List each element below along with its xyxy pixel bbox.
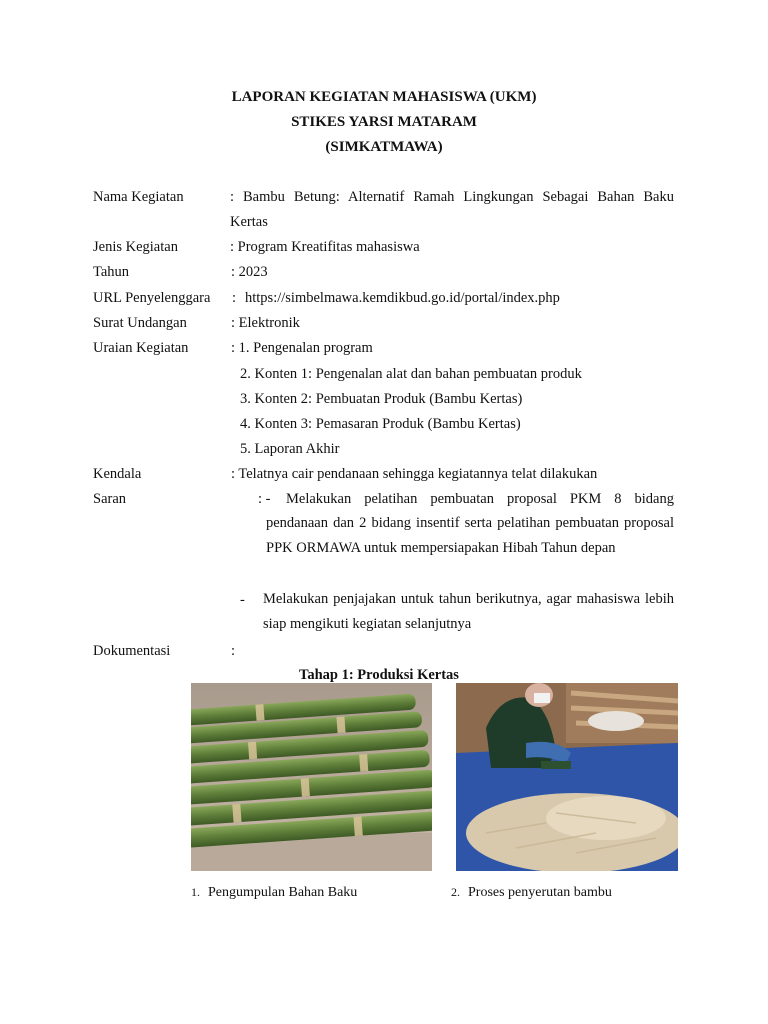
caption-2-text: Proses penyerutan bambu (468, 885, 612, 900)
label-saran: Saran (93, 491, 127, 507)
value-nama-kegiatan-cont: Kertas (230, 214, 268, 230)
uraian-item-4: 4. Konten 3: Pemasaran Produk (Bambu Kertas) (240, 416, 521, 432)
value-url-penyelenggara: https://simbelmawa.kemdikbud.go.id/portal/index.php (245, 290, 560, 306)
saran-item-2: Melakukan penjajakan untuk tahun berikutnya, agar mahasiswa lebih siap mengikuti kegiatan selanjutnya (263, 591, 674, 633)
colon-url: : (232, 290, 237, 306)
caption-2-number: 2. (451, 885, 460, 899)
value-jenis-kegiatan: : Program Kreatifitas mahasiswa (230, 239, 420, 255)
uraian-item-5: 5. Laporan Akhir (240, 441, 340, 457)
value-nama-kegiatan: Bambu Betung: Alternatif Ramah Lingkungan Sebagai Bahan Baku (243, 189, 674, 205)
caption-2 (451, 883, 612, 902)
photo-bamboo-stack (191, 683, 432, 871)
label-url-penyelenggara: URL Penyelenggara (93, 290, 211, 306)
saran-item-1-rest: pendanaan dan 2 bidang insentif serta pelatihan pembuatan proposal PPK ORMAWA untuk mempersiapakan Hibah Tahun depan (266, 515, 674, 557)
label-surat-undangan: Surat Undangan (93, 315, 187, 331)
label-uraian-kegiatan: Uraian Kegiatan (93, 340, 189, 356)
colon-nama-kegiatan: : (230, 189, 235, 205)
uraian-item-2: 2. Konten 1: Pengenalan alat dan bahan pembuatan produk (240, 366, 582, 382)
institution-name: STIKES YARSI MATARAM (291, 114, 477, 130)
value-surat-undangan: : Elektronik (231, 315, 300, 331)
value-dokumentasi: : (231, 643, 236, 659)
uraian-item-3: 3. Konten 2: Pembuatan Produk (Bambu Kertas) (240, 391, 523, 407)
system-name: (SIMKATMAWA) (325, 139, 443, 155)
label-tahun: Tahun (93, 264, 130, 280)
caption-1-number: 1. (191, 885, 200, 899)
caption-1-text: Pengumpulan Bahan Baku (208, 885, 358, 900)
gallery-heading: Tahap 1: Produksi Kertas (299, 667, 459, 683)
uraian-item-1: : 1. Pengenalan program (231, 340, 373, 356)
photo-bamboo-shaving (456, 683, 678, 871)
label-nama-kegiatan: Nama Kegiatan (93, 189, 184, 205)
saran-lead: : - (258, 491, 271, 507)
value-tahun: : 2023 (231, 264, 268, 280)
saran-item-1-first: Melakukan pelatihan pembuatan proposal PKM 8 bidang (286, 491, 674, 507)
saran-dash-2: - (240, 592, 245, 608)
report-title: LAPORAN KEGIATAN MAHASISWA (UKM) (231, 89, 537, 105)
caption-1 (191, 883, 357, 902)
label-jenis-kegiatan: Jenis Kegiatan (93, 239, 178, 255)
label-kendala: Kendala (93, 466, 142, 482)
label-dokumentasi: Dokumentasi (93, 643, 171, 659)
value-kendala: : Telatnya cair pendanaan sehingga kegiatannya telat dilakukan (231, 466, 598, 482)
